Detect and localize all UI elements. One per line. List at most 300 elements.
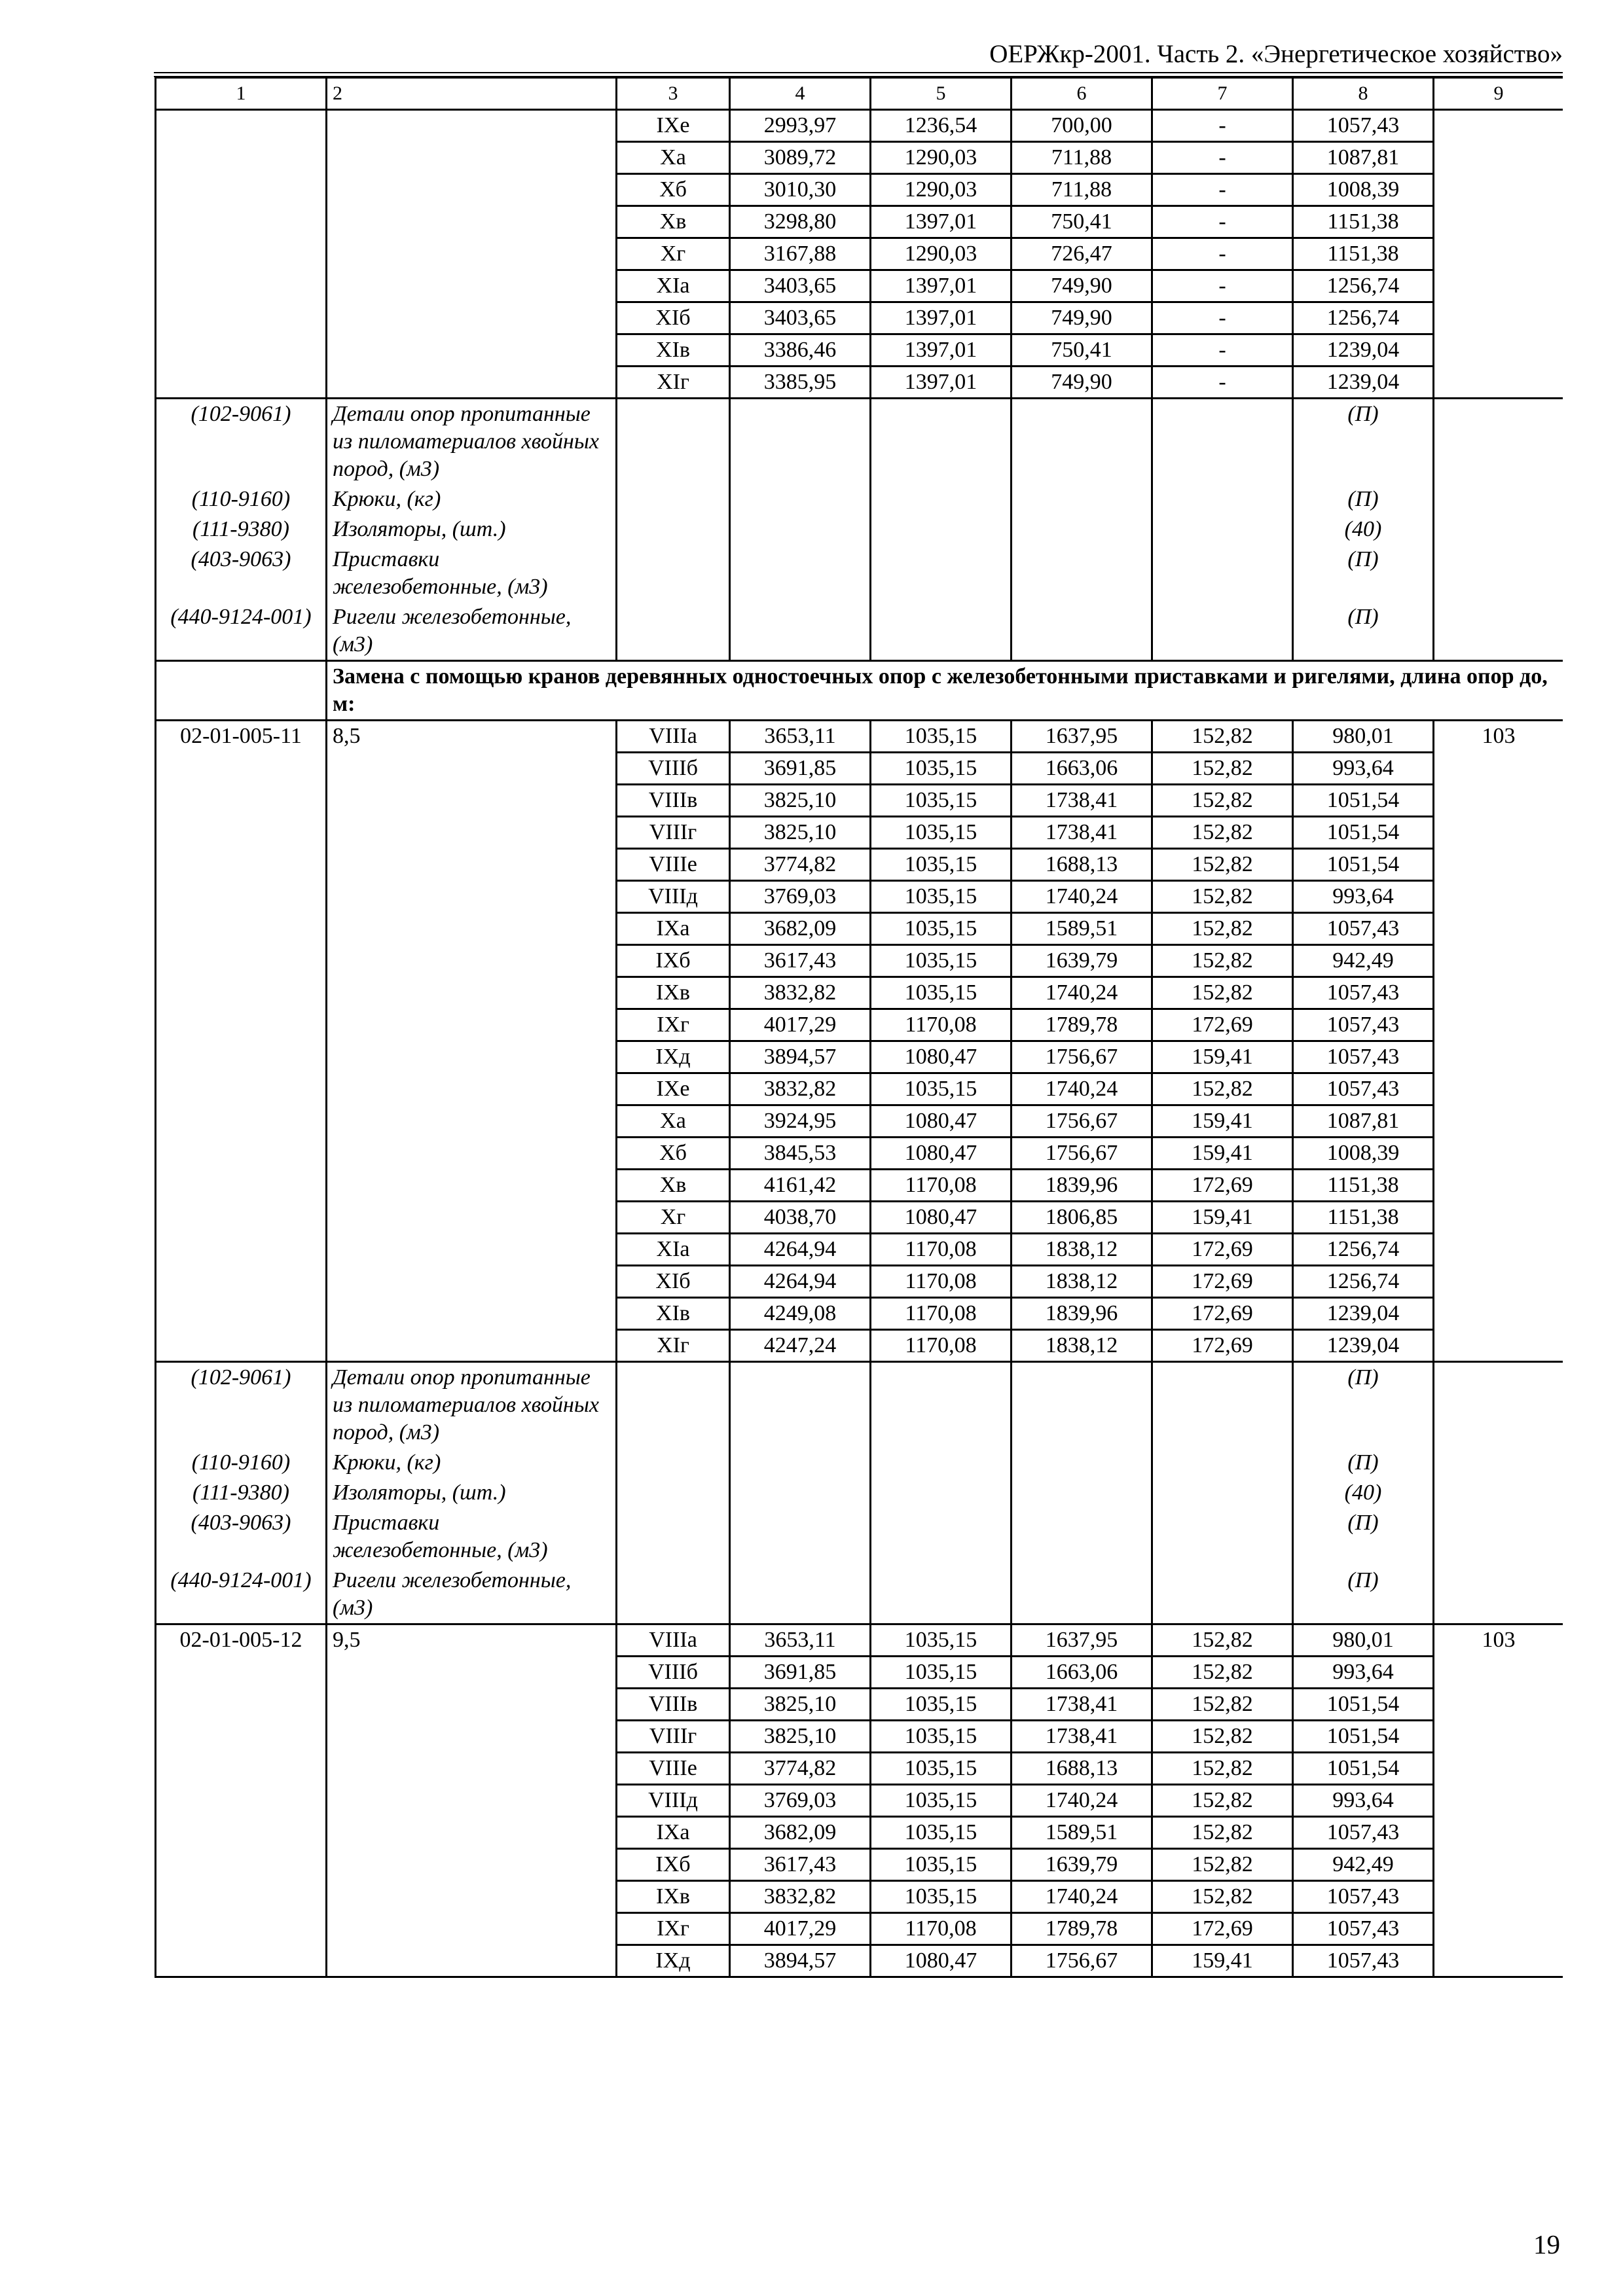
region-code: IXб	[617, 1849, 730, 1881]
table-row	[156, 110, 1563, 142]
column-number: 3	[617, 78, 730, 110]
empty-cell	[156, 977, 327, 1009]
material-code: (110-9160)	[156, 1448, 327, 1478]
empty-cell	[1012, 1448, 1152, 1478]
price-value: 1151,38	[1293, 206, 1434, 238]
price-value: 1035,15	[871, 849, 1012, 881]
table-row	[156, 1234, 1563, 1266]
empty-cell	[156, 270, 327, 302]
price-value: 1663,06	[1012, 753, 1152, 785]
empty-cell	[327, 206, 617, 238]
material-row	[156, 484, 1563, 514]
material-qty: (40)	[1293, 514, 1434, 545]
empty-cell	[156, 753, 327, 785]
empty-cell	[156, 1785, 327, 1817]
material-row	[156, 1478, 1563, 1508]
price-value: 4161,42	[730, 1170, 871, 1202]
price-value: 1008,39	[1293, 174, 1434, 206]
price-value: 1057,43	[1293, 110, 1434, 142]
table-row	[156, 1657, 1563, 1689]
empty-cell	[1434, 399, 1563, 485]
empty-cell	[871, 1566, 1012, 1624]
empty-cell	[156, 1170, 327, 1202]
table-row	[156, 1881, 1563, 1913]
empty-cell	[156, 1849, 327, 1881]
price-value: 3832,82	[730, 1073, 871, 1105]
empty-cell	[156, 945, 327, 977]
price-value: 1170,08	[871, 1913, 1012, 1945]
price-value: 3691,85	[730, 753, 871, 785]
empty-cell	[1012, 1478, 1152, 1508]
price-value: 159,41	[1152, 1041, 1293, 1073]
price-value: 172,69	[1152, 1234, 1293, 1266]
region-code: IXа	[617, 1817, 730, 1849]
price-value: 3385,95	[730, 367, 871, 399]
reference-number: 103	[1434, 721, 1563, 753]
empty-cell	[156, 1657, 327, 1689]
price-value: 1637,95	[1012, 721, 1152, 753]
price-value: 3832,82	[730, 977, 871, 1009]
empty-cell	[1434, 849, 1563, 881]
empty-cell	[156, 1945, 327, 1977]
empty-cell	[1152, 1508, 1293, 1566]
empty-cell	[327, 1170, 617, 1202]
column-number: 7	[1152, 78, 1293, 110]
empty-cell	[1012, 484, 1152, 514]
price-value: 1397,01	[871, 302, 1012, 334]
region-code: Xг	[617, 238, 730, 270]
price-value: 3774,82	[730, 849, 871, 881]
empty-cell	[617, 1478, 730, 1508]
table-row	[156, 238, 1563, 270]
empty-cell	[327, 1073, 617, 1105]
empty-cell	[1434, 484, 1563, 514]
region-code: VIIIд	[617, 881, 730, 913]
price-value: 1688,13	[1012, 1753, 1152, 1785]
material-code: (440-9124-001)	[156, 1566, 327, 1624]
price-value: 1035,15	[871, 913, 1012, 945]
material-code: (102-9061)	[156, 399, 327, 485]
empty-cell	[327, 174, 617, 206]
price-value: 152,82	[1152, 1849, 1293, 1881]
pole-length: 9,5	[327, 1624, 617, 1657]
empty-cell	[730, 602, 871, 661]
price-value: -	[1152, 206, 1293, 238]
price-value: 1239,04	[1293, 367, 1434, 399]
price-value: 3403,65	[730, 302, 871, 334]
empty-cell	[617, 514, 730, 545]
price-value: 152,82	[1152, 913, 1293, 945]
empty-cell	[156, 661, 327, 721]
price-value: 1051,54	[1293, 817, 1434, 849]
price-value: 1080,47	[871, 1041, 1012, 1073]
empty-cell	[871, 514, 1012, 545]
empty-cell	[1152, 484, 1293, 514]
empty-cell	[327, 1785, 617, 1817]
region-code: XIа	[617, 270, 730, 302]
empty-cell	[156, 785, 327, 817]
price-value: 980,01	[1293, 1624, 1434, 1657]
table-body	[156, 78, 1563, 1977]
region-code: XIа	[617, 1234, 730, 1266]
empty-cell	[1434, 1849, 1563, 1881]
price-value: 1290,03	[871, 142, 1012, 174]
material-qty: (П)	[1293, 1566, 1434, 1624]
empty-cell	[1012, 514, 1152, 545]
empty-cell	[1152, 1478, 1293, 1508]
price-value: 152,82	[1152, 977, 1293, 1009]
price-value: 4249,08	[730, 1298, 871, 1330]
price-value: 1170,08	[871, 1330, 1012, 1362]
price-value: 4017,29	[730, 1009, 871, 1041]
price-value: 1051,54	[1293, 1753, 1434, 1785]
table-row	[156, 367, 1563, 399]
table-row	[156, 1009, 1563, 1041]
material-row	[156, 399, 1563, 485]
region-code: VIIIв	[617, 1689, 730, 1721]
table-row	[156, 142, 1563, 174]
empty-cell	[1434, 1721, 1563, 1753]
price-value: 1080,47	[871, 1945, 1012, 1977]
price-value: 3774,82	[730, 1753, 871, 1785]
price-value: 152,82	[1152, 1624, 1293, 1657]
price-value: 1639,79	[1012, 945, 1152, 977]
price-value: 1738,41	[1012, 785, 1152, 817]
empty-cell	[327, 977, 617, 1009]
material-name: Крюки, (кг)	[327, 1448, 617, 1478]
price-value: 1740,24	[1012, 1881, 1152, 1913]
price-value: 1170,08	[871, 1234, 1012, 1266]
table-row	[156, 849, 1563, 881]
material-code: (102-9061)	[156, 1362, 327, 1448]
empty-cell	[1434, 206, 1563, 238]
empty-cell	[156, 1266, 327, 1298]
empty-cell	[1434, 1330, 1563, 1362]
empty-cell	[1434, 1508, 1563, 1566]
price-value: 1035,15	[871, 977, 1012, 1009]
material-row	[156, 1566, 1563, 1624]
price-value: 3825,10	[730, 1689, 871, 1721]
price-value: 1057,43	[1293, 1945, 1434, 1977]
material-row	[156, 545, 1563, 602]
rate-code: 02-01-005-11	[156, 721, 327, 753]
material-row	[156, 1448, 1563, 1478]
empty-cell	[327, 1849, 617, 1881]
region-code: Xв	[617, 206, 730, 238]
empty-cell	[156, 1138, 327, 1170]
empty-cell	[327, 785, 617, 817]
material-qty: (П)	[1293, 399, 1434, 485]
price-value: 1256,74	[1293, 1266, 1434, 1298]
price-value: 3403,65	[730, 270, 871, 302]
price-value: 1035,15	[871, 785, 1012, 817]
price-value: 1256,74	[1293, 1234, 1434, 1266]
empty-cell	[1434, 1138, 1563, 1170]
empty-cell	[1152, 399, 1293, 485]
region-code: IXд	[617, 1041, 730, 1073]
price-value: 1057,43	[1293, 1913, 1434, 1945]
empty-cell	[730, 1448, 871, 1478]
price-value: 1035,15	[871, 1073, 1012, 1105]
empty-cell	[1434, 238, 1563, 270]
price-value: 942,49	[1293, 1849, 1434, 1881]
price-value: 1035,15	[871, 945, 1012, 977]
empty-cell	[327, 238, 617, 270]
region-code: VIIIб	[617, 753, 730, 785]
table-row	[156, 977, 1563, 1009]
price-value: 152,82	[1152, 721, 1293, 753]
empty-cell	[1152, 514, 1293, 545]
price-value: 1057,43	[1293, 1073, 1434, 1105]
material-name: Крюки, (кг)	[327, 484, 617, 514]
price-value: 1080,47	[871, 1138, 1012, 1170]
empty-cell	[1434, 881, 1563, 913]
price-value: 1035,15	[871, 1657, 1012, 1689]
region-code: VIIIе	[617, 849, 730, 881]
price-value: 172,69	[1152, 1330, 1293, 1362]
price-value: 3832,82	[730, 1881, 871, 1913]
empty-cell	[1434, 174, 1563, 206]
price-value: 172,69	[1152, 1298, 1293, 1330]
table-row	[156, 270, 1563, 302]
running-header: ОЕРЖкр-2001. Часть 2. «Энергетическое хозяйство»	[989, 40, 1563, 68]
empty-cell	[1434, 514, 1563, 545]
price-value: 1008,39	[1293, 1138, 1434, 1170]
price-value: 152,82	[1152, 817, 1293, 849]
empty-cell	[1434, 1073, 1563, 1105]
empty-cell	[617, 1362, 730, 1448]
material-name: Изоляторы, (шт.)	[327, 1478, 617, 1508]
price-value: 1035,15	[871, 1881, 1012, 1913]
empty-cell	[871, 484, 1012, 514]
material-name: Приставки железобетонные, (м3)	[327, 545, 617, 602]
price-value: 1080,47	[871, 1202, 1012, 1234]
column-number: 9	[1434, 78, 1563, 110]
price-value: 2993,97	[730, 110, 871, 142]
price-value: 1035,15	[871, 1817, 1012, 1849]
empty-cell	[1434, 1448, 1563, 1478]
header-rule	[154, 72, 1563, 73]
price-value: 172,69	[1152, 1170, 1293, 1202]
price-value: 1035,15	[871, 881, 1012, 913]
empty-cell	[327, 1266, 617, 1298]
table-row	[156, 206, 1563, 238]
empty-cell	[1434, 1945, 1563, 1977]
price-value: 1057,43	[1293, 1041, 1434, 1073]
price-value: 159,41	[1152, 1105, 1293, 1138]
empty-cell	[156, 1041, 327, 1073]
price-value: 3298,80	[730, 206, 871, 238]
empty-cell	[1434, 1170, 1563, 1202]
price-value: 1239,04	[1293, 1298, 1434, 1330]
price-value: 3825,10	[730, 1721, 871, 1753]
price-value: 1151,38	[1293, 1202, 1434, 1234]
price-value: 750,41	[1012, 206, 1152, 238]
material-qty: (П)	[1293, 484, 1434, 514]
material-row	[156, 602, 1563, 661]
region-code: XIг	[617, 367, 730, 399]
table-row	[156, 1202, 1563, 1234]
price-value: 1170,08	[871, 1170, 1012, 1202]
material-row	[156, 514, 1563, 545]
region-code: VIIIб	[617, 1657, 730, 1689]
region-code: IXе	[617, 110, 730, 142]
price-value: 172,69	[1152, 1266, 1293, 1298]
price-value: 1051,54	[1293, 785, 1434, 817]
empty-cell	[1434, 1105, 1563, 1138]
table-row	[156, 1170, 1563, 1202]
region-code: IXд	[617, 1945, 730, 1977]
empty-cell	[156, 849, 327, 881]
material-code: (403-9063)	[156, 1508, 327, 1566]
empty-cell	[1434, 817, 1563, 849]
price-value: 1051,54	[1293, 849, 1434, 881]
price-value: 152,82	[1152, 753, 1293, 785]
region-code: VIIIе	[617, 1753, 730, 1785]
price-value: 1589,51	[1012, 913, 1152, 945]
price-value: 1151,38	[1293, 1170, 1434, 1202]
table-row	[156, 1330, 1563, 1362]
section-title-row	[156, 661, 1563, 721]
empty-cell	[327, 1657, 617, 1689]
price-value: 172,69	[1152, 1009, 1293, 1041]
price-value: 1397,01	[871, 334, 1012, 367]
empty-cell	[730, 1508, 871, 1566]
empty-cell	[1434, 367, 1563, 399]
empty-cell	[156, 110, 327, 142]
price-value: -	[1152, 334, 1293, 367]
table-row	[156, 817, 1563, 849]
price-value: 4017,29	[730, 1913, 871, 1945]
empty-cell	[1434, 1202, 1563, 1234]
price-value: 1080,47	[871, 1105, 1012, 1138]
empty-cell	[730, 545, 871, 602]
table-row	[156, 721, 1563, 753]
price-value: 159,41	[1152, 1945, 1293, 1977]
empty-cell	[1434, 1657, 1563, 1689]
material-name: Детали опор пропитанные из пиломатериалов хвойных пород, (м3)	[327, 1362, 617, 1448]
price-value: -	[1152, 302, 1293, 334]
empty-cell	[1434, 1041, 1563, 1073]
empty-cell	[1434, 1689, 1563, 1721]
empty-cell	[1434, 1913, 1563, 1945]
empty-cell	[1434, 1266, 1563, 1298]
region-code: Xа	[617, 1105, 730, 1138]
price-value: 3894,57	[730, 1041, 871, 1073]
price-value: 172,69	[1152, 1913, 1293, 1945]
price-value: 1151,38	[1293, 238, 1434, 270]
price-value: 980,01	[1293, 721, 1434, 753]
region-code: VIIIд	[617, 1785, 730, 1817]
material-qty: (П)	[1293, 545, 1434, 602]
empty-cell	[1434, 753, 1563, 785]
table-row	[156, 1266, 1563, 1298]
empty-cell	[730, 514, 871, 545]
empty-cell	[1434, 1298, 1563, 1330]
price-value: 1035,15	[871, 753, 1012, 785]
price-value: 1057,43	[1293, 1881, 1434, 1913]
material-code: (403-9063)	[156, 545, 327, 602]
page-number: 19	[1533, 2229, 1560, 2259]
empty-cell	[327, 881, 617, 913]
price-value: 4038,70	[730, 1202, 871, 1234]
price-value: 1740,24	[1012, 977, 1152, 1009]
column-number: 4	[730, 78, 871, 110]
empty-cell	[1434, 913, 1563, 945]
price-value: 993,64	[1293, 753, 1434, 785]
price-value: 1397,01	[871, 270, 1012, 302]
price-value: 152,82	[1152, 849, 1293, 881]
price-value: 1236,54	[871, 110, 1012, 142]
material-qty: (П)	[1293, 1448, 1434, 1478]
empty-cell	[156, 334, 327, 367]
price-value: 993,64	[1293, 1657, 1434, 1689]
material-qty: (П)	[1293, 602, 1434, 661]
pole-length: 8,5	[327, 721, 617, 753]
table-row	[156, 1785, 1563, 1817]
empty-cell	[327, 1202, 617, 1234]
empty-cell	[730, 1566, 871, 1624]
price-value: 1397,01	[871, 206, 1012, 238]
empty-cell	[327, 1041, 617, 1073]
price-value: 3386,46	[730, 334, 871, 367]
price-value: -	[1152, 238, 1293, 270]
table-row	[156, 1073, 1563, 1105]
empty-cell	[156, 1330, 327, 1362]
region-code: IXб	[617, 945, 730, 977]
empty-cell	[327, 913, 617, 945]
price-value: 159,41	[1152, 1138, 1293, 1170]
empty-cell	[156, 881, 327, 913]
table-row	[156, 1913, 1563, 1945]
price-value: 1738,41	[1012, 1721, 1152, 1753]
empty-cell	[327, 302, 617, 334]
price-value: 1740,24	[1012, 881, 1152, 913]
empty-cell	[156, 367, 327, 399]
price-value: 726,47	[1012, 238, 1152, 270]
price-value: 152,82	[1152, 1657, 1293, 1689]
price-value: 993,64	[1293, 1785, 1434, 1817]
region-code: Xг	[617, 1202, 730, 1234]
price-value: 1663,06	[1012, 1657, 1152, 1689]
empty-cell	[1434, 1566, 1563, 1624]
empty-cell	[1434, 142, 1563, 174]
price-value: 1035,15	[871, 1785, 1012, 1817]
price-value: 3845,53	[730, 1138, 871, 1170]
price-value: 152,82	[1152, 1073, 1293, 1105]
price-value: 1740,24	[1012, 1785, 1152, 1817]
section-title: Замена с помощью кранов деревянных одностоечных опор с железобетонными приставками и ригелями, длина опор до, м:	[327, 661, 1563, 721]
empty-cell	[327, 110, 617, 142]
region-code: XIв	[617, 334, 730, 367]
empty-cell	[1434, 785, 1563, 817]
price-value: -	[1152, 142, 1293, 174]
price-value: 1057,43	[1293, 1817, 1434, 1849]
region-code: IXе	[617, 1073, 730, 1105]
empty-cell	[617, 1448, 730, 1478]
empty-cell	[871, 545, 1012, 602]
empty-cell	[156, 1202, 327, 1234]
price-value: 3653,11	[730, 1624, 871, 1657]
material-code: (440-9124-001)	[156, 602, 327, 661]
price-value: 1087,81	[1293, 142, 1434, 174]
price-value: 4264,94	[730, 1234, 871, 1266]
empty-cell	[730, 484, 871, 514]
empty-cell	[327, 270, 617, 302]
price-value: 711,88	[1012, 174, 1152, 206]
price-value: 3617,43	[730, 945, 871, 977]
price-value: 1839,96	[1012, 1298, 1152, 1330]
